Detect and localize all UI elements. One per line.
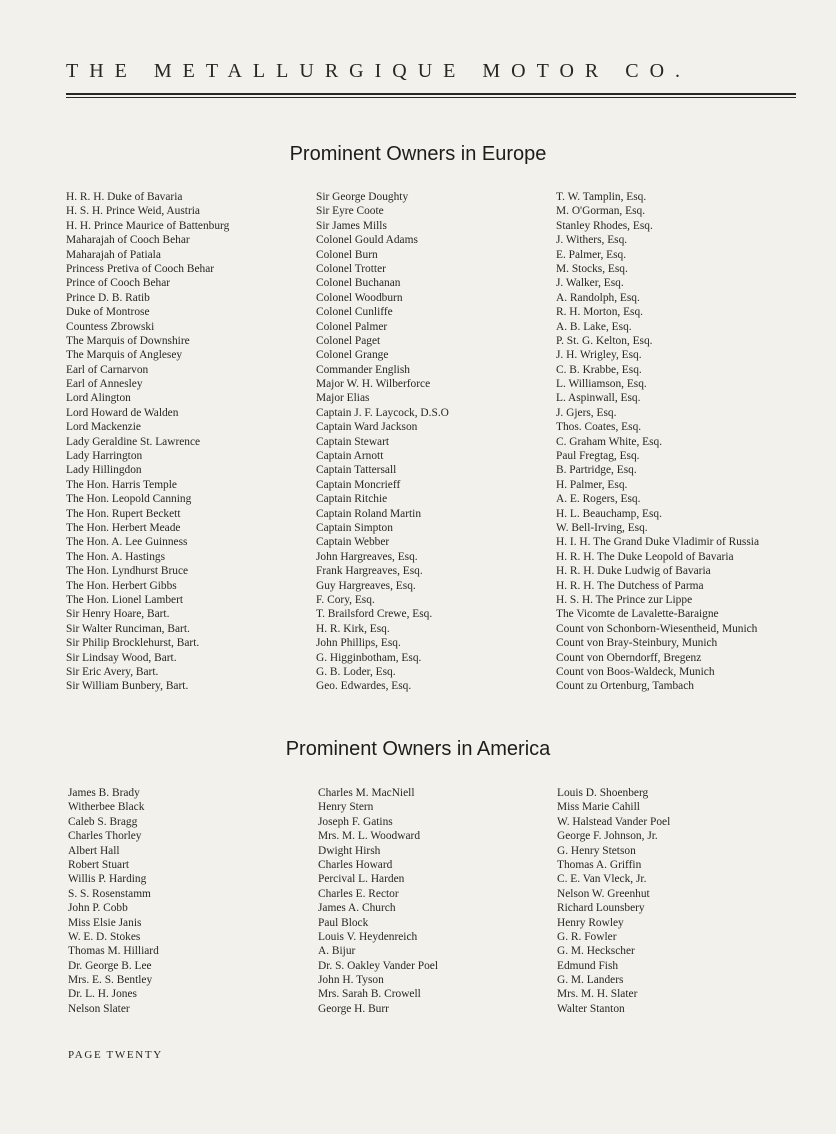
owner-name: C. Graham White, Esq.: [556, 435, 663, 448]
owner-name: Prince of Cooch Behar: [66, 277, 171, 290]
owner-name: The Hon. Rupert Beckett: [66, 507, 181, 520]
owner-name: Charles M. MacNiell: [318, 787, 415, 799]
owner-name: Charles Thorley: [68, 830, 142, 843]
owner-name: Sir William Bunbery, Bart.: [66, 680, 189, 693]
owner-name: H. H. Prince Maurice of Battenburg: [66, 219, 230, 232]
owner-name: H. Palmer, Esq.: [556, 478, 628, 491]
owner-name: M. O'Gorman, Esq.: [556, 205, 646, 218]
owner-name: Colonel Palmer: [316, 320, 388, 333]
owner-name: Paul Block: [318, 916, 369, 929]
owner-name: G. M. Landers: [557, 974, 624, 987]
owner-name: Commander English: [316, 363, 410, 376]
owner-name: A. Randolph, Esq.: [556, 291, 640, 304]
owner-name: Joseph F. Gatins: [318, 815, 393, 828]
owner-name: Miss Elsie Janis: [68, 916, 142, 929]
europe-column-3: [556, 190, 759, 694]
owner-name: Albert Hall: [68, 844, 120, 857]
owner-name: The Hon. Herbert Gibbs: [66, 579, 177, 592]
owner-name: Count von Boos-Waldeck, Munich: [556, 665, 715, 678]
owner-name: L. Aspinwall, Esq.: [556, 392, 641, 405]
owner-name: Maharajah of Patiala: [66, 248, 161, 261]
header-rule-thick: [66, 93, 796, 95]
owner-name: Count von Schonborn-Wiesentheid, Munich: [556, 622, 758, 635]
owner-name: H. L. Beauchamp, Esq.: [556, 507, 662, 520]
owner-name: S. S. Rosenstamm: [68, 887, 151, 900]
owner-name: G. M. Heckscher: [557, 945, 635, 958]
owner-name: Sir Walter Runciman, Bart.: [66, 622, 190, 635]
owner-name: Guy Hargreaves, Esq.: [316, 579, 416, 592]
owner-name: Colonel Grange: [316, 349, 389, 362]
owner-name: The Hon. A. Hastings: [66, 550, 166, 563]
owner-name: Caleb S. Bragg: [68, 815, 138, 828]
owner-name: Major W. H. Wilberforce: [316, 378, 431, 391]
owner-name: Frank Hargreaves, Esq.: [316, 565, 423, 578]
owner-name: Sir Eric Avery, Bart.: [66, 665, 159, 678]
owner-name: G. Higginbotham, Esq.: [316, 651, 422, 664]
owner-name: Colonel Trotter: [316, 262, 386, 275]
owner-name: Percival L. Harden: [318, 873, 405, 886]
owner-name: Lady Harrington: [66, 450, 143, 463]
owner-name: Lord Howard de Walden: [66, 406, 179, 419]
owner-name: M. Stocks, Esq.: [556, 262, 628, 275]
page-number: PAGE TWENTY: [68, 1049, 163, 1061]
owner-name: Mrs. M. H. Slater: [557, 988, 638, 1001]
owner-name: Sir James Mills: [316, 219, 387, 232]
owner-name: Walter Stanton: [557, 1002, 625, 1015]
owner-name: C. E. Van Vleck, Jr.: [557, 873, 647, 886]
owner-name: Duke of Montrose: [66, 306, 150, 319]
america-column-3: [557, 786, 670, 1016]
owner-name: The Hon. Lionel Lambert: [66, 593, 184, 606]
owner-name: The Hon. Herbert Meade: [66, 521, 181, 534]
owner-name: Sir George Doughty: [316, 191, 409, 203]
owner-name: A. Bijur: [318, 945, 356, 958]
europe-column-2: [316, 190, 449, 694]
owner-name: Thomas M. Hilliard: [68, 945, 159, 958]
america-column-2: [318, 786, 438, 1016]
owner-name: Captain Ward Jackson: [316, 421, 418, 434]
owner-name: Captain Ritchie: [316, 493, 388, 506]
owner-name: L. Williamson, Esq.: [556, 378, 647, 391]
owner-name: Dr. George B. Lee: [68, 959, 152, 972]
owner-name: Earl of Carnarvon: [66, 363, 149, 376]
owner-name: J. Walker, Esq.: [556, 277, 624, 290]
owner-name: H. R. H. The Dutchess of Parma: [556, 579, 704, 592]
owner-name: W. E. D. Stokes: [68, 930, 141, 943]
owner-name: G. B. Loder, Esq.: [316, 665, 396, 678]
owner-name: Nelson W. Greenhut: [557, 887, 650, 900]
owner-name: Lord Mackenzie: [66, 421, 141, 434]
owner-name: George H. Burr: [318, 1002, 389, 1015]
owner-name: R. H. Morton, Esq.: [556, 306, 644, 319]
owner-name: J. Gjers, Esq.: [556, 406, 617, 419]
owner-name: A. E. Rogers, Esq.: [556, 493, 641, 506]
owner-name: Charles Howard: [318, 858, 393, 871]
owner-name: Sir Lindsay Wood, Bart.: [66, 651, 177, 664]
owner-name: Count zu Ortenburg, Tambach: [556, 680, 694, 693]
owner-name: Sir Eyre Coote: [316, 205, 384, 218]
owner-name: J. Withers, Esq.: [556, 234, 628, 247]
owner-name: Paul Fregtag, Esq.: [556, 450, 640, 463]
owner-name: H. S. H. Prince Weid, Austria: [66, 205, 200, 218]
owner-name: H. S. H. The Prince zur Lippe: [556, 593, 693, 606]
owner-name: John Phillips, Esq.: [316, 637, 401, 650]
owner-name: Witherbee Black: [68, 801, 145, 814]
owner-name: B. Partridge, Esq.: [556, 464, 637, 477]
owner-name: The Marquis of Anglesey: [66, 349, 183, 362]
owner-name: James A. Church: [318, 902, 396, 915]
europe-column-1: [66, 190, 229, 694]
owner-name: Colonel Woodburn: [316, 291, 403, 304]
owner-name: Sir Philip Brocklehurst, Bart.: [66, 637, 200, 650]
owner-name: Colonel Burn: [316, 248, 378, 261]
owner-name: John H. Tyson: [318, 974, 384, 987]
owner-name: Thomas A. Griffin: [557, 858, 642, 871]
owner-name: Captain Stewart: [316, 435, 390, 448]
owner-name: Captain Tattersall: [316, 464, 397, 477]
owner-name: James B. Brady: [68, 787, 140, 799]
owner-name: Mrs. E. S. Bentley: [68, 974, 153, 987]
owner-name: G. R. Fowler: [557, 930, 617, 943]
owner-name: Captain Arnott: [316, 450, 384, 463]
owner-name: Lord Alington: [66, 392, 131, 405]
owner-name: T. Brailsford Crewe, Esq.: [316, 608, 433, 621]
owner-name: Captain Roland Martin: [316, 507, 422, 520]
owner-name: T. W. Tamplin, Esq.: [556, 191, 647, 203]
owner-name: H. R. H. Duke of Bavaria: [66, 191, 183, 203]
owner-name: H. R. H. Duke Ludwig of Bavaria: [556, 565, 711, 578]
owner-name: Colonel Paget: [316, 334, 381, 347]
owner-name: H. I. H. The Grand Duke Vladimir of Russia: [556, 536, 759, 549]
owner-name: Miss Marie Cahill: [557, 801, 640, 814]
owner-name: P. St. G. Kelton, Esq.: [556, 334, 653, 347]
owner-name: Thos. Coates, Esq.: [556, 421, 642, 434]
owner-name: The Hon. Harris Temple: [66, 478, 177, 491]
owner-name: Henry Stern: [318, 801, 374, 814]
owner-name: The Vicomte de Lavalette-Baraigne: [556, 608, 719, 621]
owner-name: Major Elias: [316, 392, 370, 405]
owner-name: Robert Stuart: [68, 858, 130, 871]
owner-name: Willis P. Harding: [68, 873, 147, 886]
owner-name: H. R. Kirk, Esq.: [316, 622, 390, 635]
owner-name: Dr. L. H. Jones: [68, 988, 137, 1001]
owner-name: Prince D. B. Ratib: [66, 291, 150, 304]
owner-name: Sir Henry Hoare, Bart.: [66, 608, 170, 621]
owner-name: The Hon. Lyndhurst Bruce: [66, 565, 189, 578]
owner-name: Colonel Buchanan: [316, 277, 401, 290]
owner-name: Lady Geraldine St. Lawrence: [66, 435, 201, 448]
owner-name: The Hon. A. Lee Guinness: [66, 536, 188, 549]
owner-name: F. Cory, Esq.: [316, 593, 375, 606]
owner-name: Princess Pretiva of Cooch Behar: [66, 262, 215, 275]
owner-name: Dr. S. Oakley Vander Poel: [318, 959, 439, 972]
owner-name: Edmund Fish: [557, 959, 619, 972]
owner-name: The Hon. Leopold Canning: [66, 493, 192, 506]
owner-name: George F. Johnson, Jr.: [557, 830, 658, 843]
owner-name: Captain Simpton: [316, 521, 393, 534]
owner-name: Richard Lounsbery: [557, 902, 645, 915]
owner-name: Geo. Edwardes, Esq.: [316, 680, 412, 693]
owner-name: The Marquis of Downshire: [66, 334, 190, 347]
page-header-title: THE METALLURGIQUE MOTOR CO.: [66, 60, 692, 82]
owner-name: Lady Hillingdon: [66, 464, 142, 477]
owner-name: Nelson Slater: [68, 1002, 130, 1015]
owner-name: Colonel Cunliffe: [316, 306, 393, 319]
owner-name: Colonel Gould Adams: [316, 234, 418, 247]
owner-name: Captain Webber: [316, 536, 390, 549]
owner-name: Earl of Annesley: [66, 378, 143, 391]
owner-name: Mrs. M. L. Woodward: [318, 830, 421, 843]
owner-name: Count von Bray-Steinbury, Munich: [556, 637, 718, 650]
header-rule-thin: [66, 97, 796, 98]
owner-name: J. H. Wrigley, Esq.: [556, 349, 642, 362]
owner-name: W. Bell-Irving, Esq.: [556, 521, 648, 534]
america-column-1: [68, 786, 159, 1016]
owner-name: Stanley Rhodes, Esq.: [556, 219, 653, 232]
owner-name: Count von Oberndorff, Bregenz: [556, 651, 702, 664]
owner-name: W. Halstead Vander Poel: [557, 815, 671, 828]
owner-name: Dwight Hirsh: [318, 844, 381, 857]
europe-section-title: Prominent Owners in Europe: [289, 143, 547, 165]
owner-name: C. B. Krabbe, Esq.: [556, 363, 642, 376]
owner-name: A. B. Lake, Esq.: [556, 320, 632, 333]
owner-name: Countess Zbrowski: [66, 320, 155, 333]
owner-name: Captain J. F. Laycock, D.S.O: [316, 406, 449, 419]
owner-name: Maharajah of Cooch Behar: [66, 234, 190, 247]
owner-name: Henry Rowley: [557, 916, 624, 929]
owner-name: John P. Cobb: [68, 902, 128, 915]
owner-name: E. Palmer, Esq.: [556, 248, 627, 261]
owner-name: Mrs. Sarah B. Crowell: [318, 988, 421, 1001]
owner-name: Charles E. Rector: [318, 887, 399, 900]
owner-name: Louis V. Heydenreich: [318, 930, 418, 943]
owner-name: G. Henry Stetson: [557, 844, 636, 857]
owner-name: H. R. H. The Duke Leopold of Bavaria: [556, 550, 734, 563]
owner-name: John Hargreaves, Esq.: [316, 550, 418, 563]
owner-name: Louis D. Shoenberg: [557, 787, 649, 799]
owner-name: Captain Moncrieff: [316, 478, 401, 491]
america-section-title: Prominent Owners in America: [285, 738, 551, 760]
